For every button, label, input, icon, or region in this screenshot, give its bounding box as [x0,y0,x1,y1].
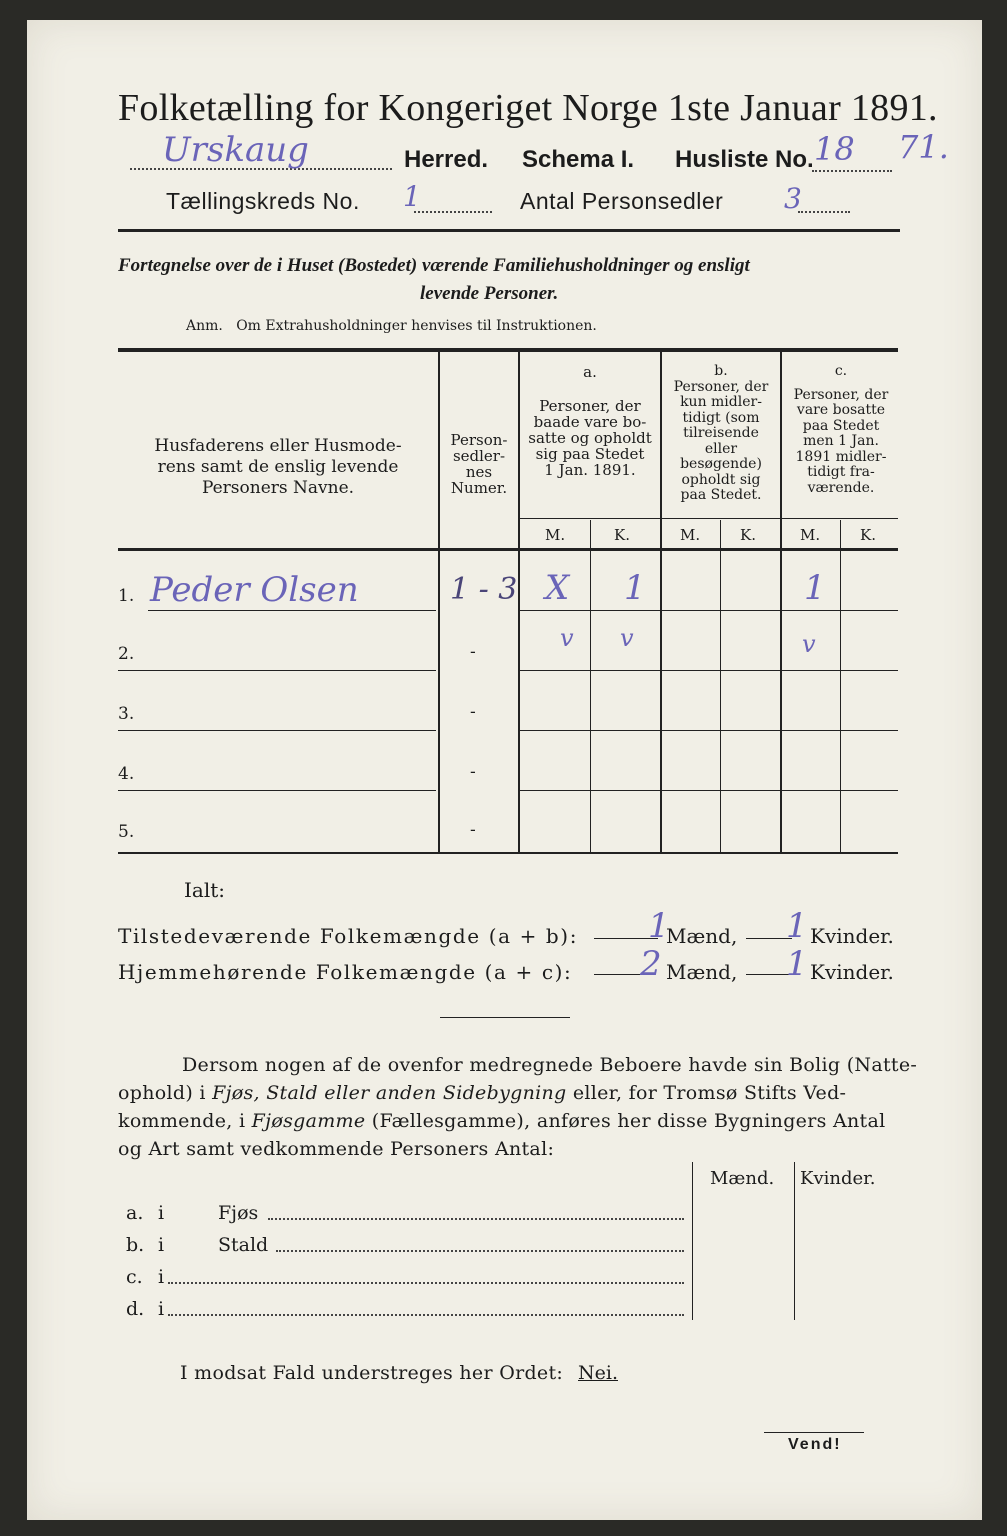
col-c-header-line7: værende. [807,479,875,496]
hjem-label: Hjemmehørende Folkemængde (a + c): [118,960,573,984]
antal-value: 3 [784,182,802,215]
col-b-header-line6: besøgende) [680,456,762,472]
row-line-c4 [782,790,898,791]
row-sedler: 1 - 3 [450,572,518,607]
row-line-a3 [520,730,660,731]
bolig-item-letter: b. [126,1234,145,1256]
hjem-maend-word: Mænd, [666,960,738,984]
row-number: 2. [118,644,135,664]
row-number: 4. [118,764,135,784]
modsat-label: I modsat Fald understreges her Ordet: [180,1362,564,1384]
bolig-para-line4: og Art samt vedkommende Personers Antal: [118,1138,555,1160]
margin-note: 71. [898,128,949,166]
census-form-page [27,20,982,1520]
col-name-header [128,436,428,499]
col-a-header [520,364,660,478]
col-b-header-line7: opholdt sig [681,471,761,488]
row-sedler: - [470,702,476,722]
vend-rule [764,1432,864,1433]
bolig-item-prep: i [158,1234,165,1256]
col-c-header-line1: Personer, der [793,386,889,403]
col-name-header-line2: rens samt de enslig levende [157,457,399,477]
row-line-c1 [782,610,898,611]
col-b-header-line5: eller [704,440,738,457]
tilst-kvinder: 1 [786,906,808,946]
row-name: Peder Olsen [150,570,359,610]
kreds-dotted-line [414,211,492,213]
bolig-col-divider-1 [692,1162,693,1320]
bolig-item-label: Stald [218,1234,269,1256]
bolig-item-prep: i [158,1298,165,1320]
mk-header-rule [520,518,898,519]
row-line-a4 [520,790,660,791]
bolig-item-dots [276,1250,684,1252]
col-a-header-line2: baade vare bo- [533,413,647,431]
bolig-item-label: Fjøs [218,1202,259,1224]
col-name-header-line1: Husfaderens eller Husmode- [154,436,402,456]
c-m-label: M. [800,526,821,544]
bolig-para-line2-a: ophold) i [118,1082,213,1104]
col-b-header-line4: tilreisende [683,425,759,441]
col-c-header-line2: vare bosatte [796,402,886,418]
row-sedler: - [470,820,476,840]
col-a-header-line3: satte og opholdt [528,429,652,447]
nei-word: Nei. [578,1362,618,1384]
row-line-b2 [662,670,780,671]
bolig-col-divider-2 [794,1162,795,1320]
row-number: 3. [118,704,135,724]
col-c-header-line6: tidigt fra- [807,464,875,480]
bolig-item-letter: a. [126,1202,144,1224]
bolig-item-dots [268,1218,684,1220]
ialt-label: Ialt: [184,878,225,902]
row-line-a1 [520,610,660,611]
col-name-header-line3: Personers Navne. [201,478,355,498]
col-c-header-line4: men 1 Jan. [803,433,879,449]
col-a-header-line4: sig paa Stedet [535,445,645,463]
form-title: Folketælling for Kongeriget Norge 1ste Januar 1891. [118,87,938,129]
bolig-para-line3 [118,1110,885,1132]
bolig-para-line3-a: kommende, i [118,1110,252,1132]
anm-note: Anm. Om Extrahusholdninger henvises til Instruktionen. [186,318,597,334]
col-b-header [662,364,780,504]
row-line-4 [118,790,436,791]
row-number: 5. [118,822,135,842]
hjem-kvinder-word: Kvinder. [810,960,894,984]
bolig-kvinder-header: Kvinder. [800,1168,876,1189]
tilst-maend-word: Mænd, [666,924,738,948]
antal-dotted-line [798,211,850,213]
b-k-label: K. [740,526,756,544]
kreds-number: 1 [403,180,421,213]
bolig-item-prep: i [158,1266,165,1288]
row-sedler: - [470,642,476,662]
col-b-letter: b. [714,363,728,379]
hjem-maend: 2 [640,944,662,984]
row-number: 1. [118,586,135,606]
bolig-para-line2 [118,1082,846,1104]
row-line-3 [118,730,436,731]
antal-label: Antal Personsedler [520,188,724,214]
bolig-para-line2-b: Fjøs, Stald eller anden Sidebygning [212,1082,567,1104]
col-b-header-line2: kun midler- [680,394,762,410]
row-a-k: v [620,624,634,652]
row-c-m: v [802,630,816,658]
col-num-header-line4: Numer. [450,479,508,497]
row-c-m: 1 [804,568,826,608]
col-b-header-line1: Personer, der [673,378,769,395]
hjem-maend-line [594,974,644,975]
bolig-item-dots [168,1282,684,1284]
row-line-1 [148,610,436,611]
herred-handwritten: Urskaug [162,130,309,170]
tilst-kvinder-word: Kvinder. [810,924,894,948]
husliste-label: Husliste No. [675,146,814,173]
col-a-header-line1: Personer, der [539,397,641,415]
col-c-header [782,364,900,496]
row-sedler: - [470,762,476,782]
a-k-label: K. [614,526,630,544]
tilst-maend: 1 [648,906,670,946]
bolig-maend-header: Mænd. [710,1168,775,1189]
row-line-b1 [662,610,780,611]
kreds-label: Tællingskreds No. [166,188,360,214]
col-divider-b-mk [720,520,721,852]
col-divider-name [438,352,440,852]
col-c-letter: c. [834,363,848,379]
col-divider-c-mk [840,520,841,852]
row-line-b3 [662,730,780,731]
bolig-para-line3-c: (Fællesgamme), anføres her disse Bygningers Antal [365,1110,886,1132]
bolig-para-line3-b: Fjøsgamme [251,1110,366,1132]
table-bottom-rule [118,852,898,854]
c-k-label: K. [860,526,876,544]
col-num-header [440,432,518,496]
herred-label: Herred. [404,146,489,173]
row-a-m: v [560,624,574,652]
b-m-label: M. [680,526,701,544]
row-line-c2 [782,670,898,671]
bolig-para-line1: Dersom nogen af de ovenfor medregnede Beboere havde sin Bolig (Natte- [182,1054,918,1076]
col-num-header-line1: Person- [450,431,508,449]
col-b-header-line8: paa Stedet. [680,487,762,503]
row-a-m: X [545,568,570,608]
intro-heading-line2: levende Personer. [420,283,559,304]
hjem-kvinder: 1 [786,944,808,984]
col-c-header-line3: paa Stedet [802,417,880,434]
row-line-2 [118,670,436,671]
col-num-header-line3: nes [465,463,493,481]
bolig-item-letter: c. [126,1266,143,1288]
intro-heading-line1: Fortegnelse over de i Huset (Bostedet) værende Familiehusholdninger og ensligt [118,255,750,276]
row-line-b4 [662,790,780,791]
col-num-header-line2: sedler- [452,447,506,465]
col-a-header-line5: 1 Jan. 1891. [544,461,636,479]
husliste-dotted-line [812,170,892,172]
bolig-para-line2-c: eller, for Tromsø Stifts Ved- [566,1082,847,1104]
bolig-item-dots [168,1314,684,1316]
section-divider [440,1017,570,1018]
bolig-item-prep: i [158,1202,165,1224]
col-a-letter: a. [583,363,597,381]
vend-label: Vend! [788,1436,842,1453]
row-line-c3 [782,730,898,731]
schema-label: Schema I. [522,146,635,173]
header-divider [118,229,900,232]
tilst-label: Tilstedeværende Folkemængde (a + b): [118,924,579,948]
row-a-k: 1 [624,568,646,608]
husliste-number: 18 [814,130,855,168]
col-c-header-line5: 1891 midler- [795,448,887,465]
bolig-item-letter: d. [126,1298,145,1320]
col-divider-a-mk [590,520,591,852]
a-m-label: M. [545,526,566,544]
row-line-a2 [520,670,660,671]
col-b-header-line3: tidigt (som [682,409,760,426]
